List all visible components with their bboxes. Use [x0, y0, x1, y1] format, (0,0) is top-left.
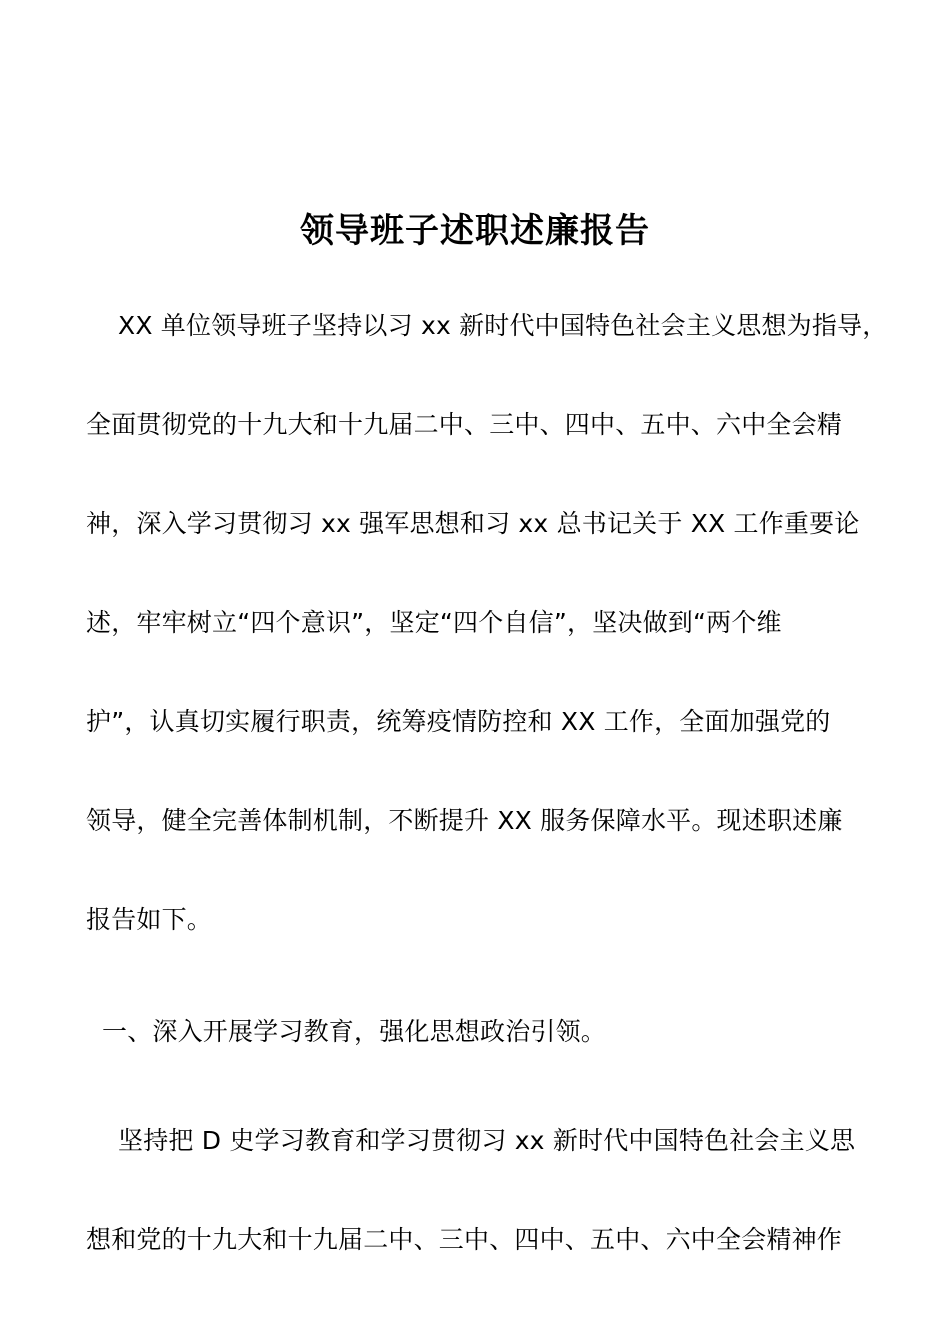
- paragraph-line: 报告如下。: [86, 905, 213, 934]
- paragraph-line: 神，深入学习贯彻习 xx 强军思想和习 xx 总书记关于 XX 工作重要论: [86, 509, 860, 538]
- document-title: 领导班子述职述廉报告: [300, 211, 650, 251]
- paragraph-line: 领导，健全完善体制机制，不断提升 XX 服务保障水平。现述职述廉: [86, 806, 843, 835]
- paragraph-line: 坚持把 D 史学习教育和学习贯彻习 xx 新时代中国特色社会主义思: [118, 1126, 856, 1155]
- section-heading: 一、深入开展学习教育，强化思想政治引领。: [102, 1017, 607, 1046]
- paragraph-line: 想和党的十九大和十九届二中、三中、四中、五中、六中全会精神作: [86, 1225, 843, 1254]
- paragraph-line: XX 单位领导班子坚持以习 xx 新时代中国特色社会主义思想为指导，: [118, 311, 888, 340]
- paragraph-line: 全面贯彻党的十九大和十九届二中、三中、四中、五中、六中全会精: [86, 410, 843, 439]
- paragraph-line: 述，牢牢树立“四个意识”，坚定“四个自信”，坚决做到“两个维: [86, 608, 782, 637]
- paragraph-line: 护”，认真切实履行职责，统筹疫情防控和 XX 工作，全面加强党的: [86, 707, 831, 736]
